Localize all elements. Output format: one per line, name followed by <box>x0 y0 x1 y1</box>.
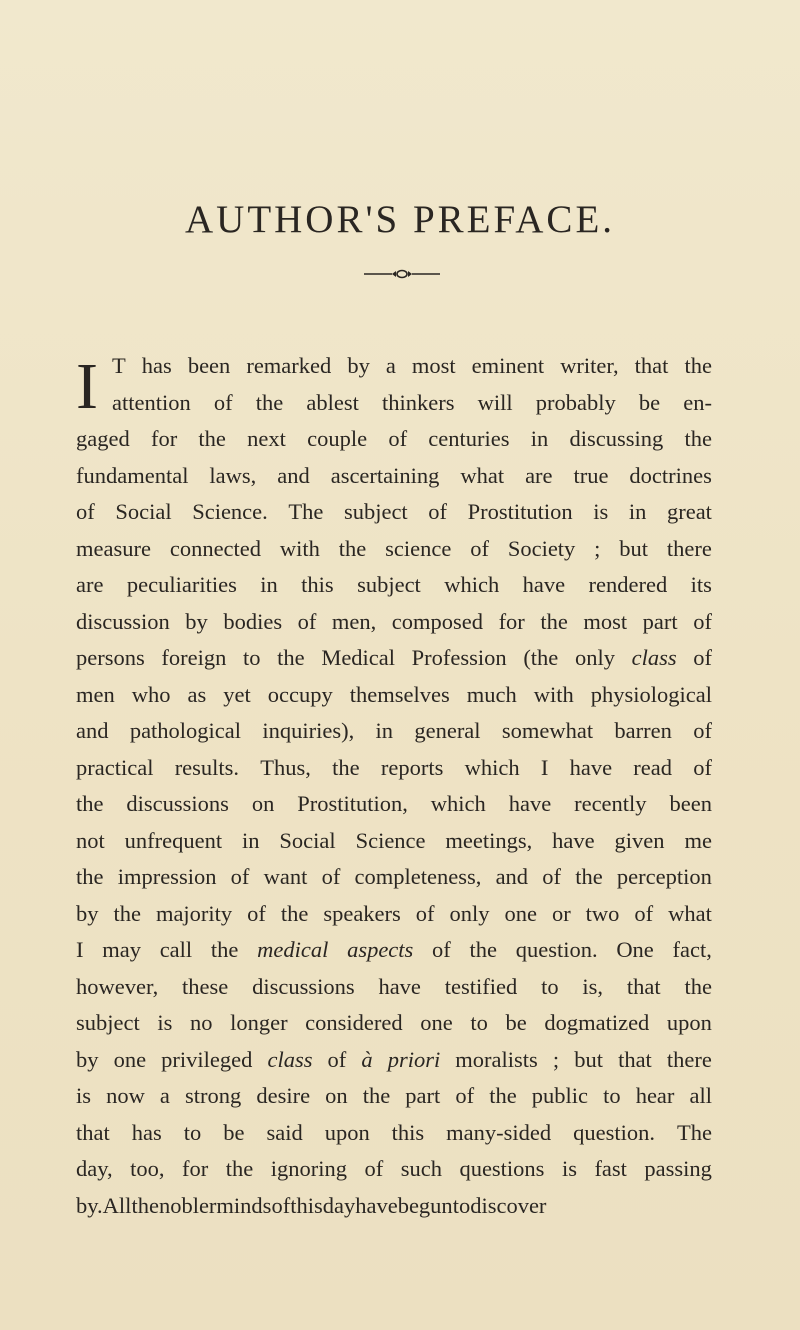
text-line: is now a strong desire on the part of the public to hear all <box>76 1083 712 1108</box>
text-line: gaged for the next couple of centuries in discussing the <box>76 426 712 451</box>
text-line: are peculiarities in this subject which have rendered its <box>76 572 712 597</box>
text-line: I may call the medical aspects of the question. One fact, <box>76 937 712 962</box>
text-line: and pathological inquiries), in general somewhat barren of <box>76 718 712 743</box>
text-line: fundamental laws, and ascertaining what are true doctrines <box>76 462 712 488</box>
text-line: practical results. Thus, the reports which I have read of <box>76 754 712 780</box>
text-line: discussion by bodies of men, composed for the most part of <box>76 608 712 634</box>
preface-body <box>76 348 712 1224</box>
text-line: T has been remarked by a most eminent writer, that the <box>112 353 712 378</box>
text-line: persons foreign to the Medical Profession (the only class of <box>76 645 712 670</box>
text-line: subject is no longer considered one to be dogmatized upon <box>76 1010 712 1035</box>
text-line: attention of the ablest thinkers will probably be en- <box>112 389 712 415</box>
text-line: that has to be said upon this many-sided question. The <box>76 1119 712 1145</box>
text-line: not unfrequent in Social Science meetings, have given me <box>76 827 712 853</box>
text-line: men who as yet occupy themselves much with physiological <box>76 681 712 707</box>
text-line: measure connected with the science of Society ; but there <box>76 535 712 561</box>
text-line: however, these discussions have testified to is, that the <box>76 973 712 999</box>
text-line: by the majority of the speakers of only one or two of what <box>76 900 712 926</box>
text-line: by one privileged class of à priori moralists ; but that there <box>76 1046 712 1072</box>
text-line: by. All the nobler minds of this day have begun to discover <box>76 1192 547 1218</box>
drop-cap-letter: I <box>76 350 98 423</box>
text-line: the discussions on Prostitution, which have recently been <box>76 791 712 816</box>
text-line: the impression of want of completeness, and of the perception <box>76 864 712 889</box>
text-line: of Social Science. The subject of Prostitution is in great <box>76 499 712 524</box>
text-line: day, too, for the ignoring of such questions is fast passing <box>76 1156 712 1181</box>
page-title: AUTHOR'S PREFACE. <box>184 198 616 241</box>
rule-ornament-icon <box>364 267 440 281</box>
